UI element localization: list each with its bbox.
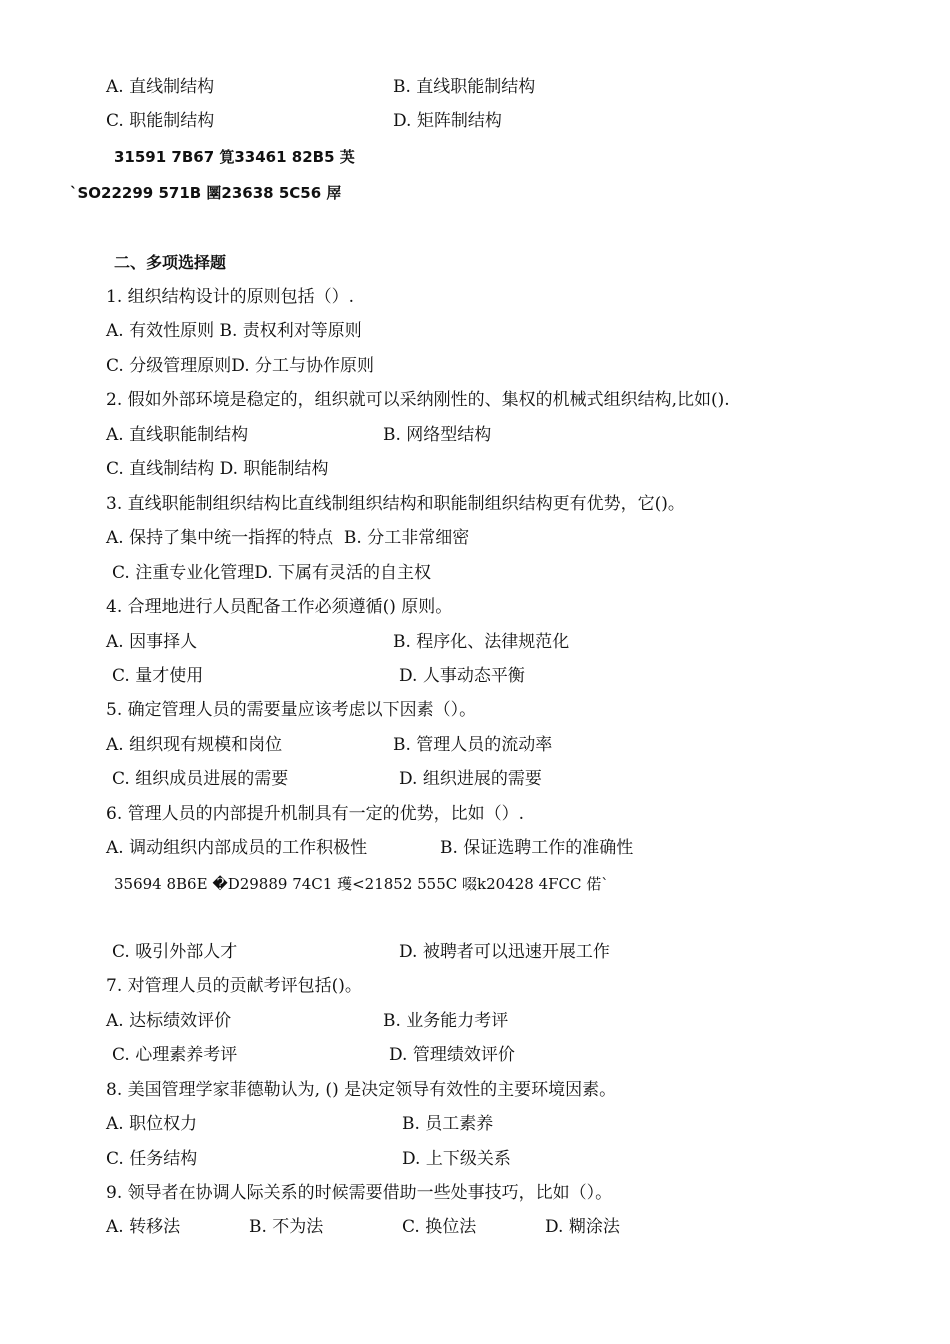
- q5-option-c: C. 组织成员进展的需要: [112, 769, 289, 789]
- q3-options-ab: A. 保持了集中统一指挥的特点 B. 分工非常细密: [106, 528, 470, 548]
- q5-option-d: D. 组织进展的需要: [399, 769, 542, 789]
- q8-option-b: B. 员工素养: [402, 1114, 494, 1134]
- q7-option-c: C. 心理素养考评: [112, 1045, 238, 1065]
- q8-option-d: D. 上下级关系: [402, 1149, 511, 1169]
- option-c: C. 职能制结构: [106, 111, 215, 131]
- q2-option-b: B. 网络型结构: [383, 425, 492, 445]
- q1-options-cd: C. 分级管理原则D. 分工与协作原则: [106, 356, 375, 376]
- option-d: D. 矩阵制结构: [393, 111, 502, 131]
- q6-option-a: A. 调动组织内部成员的工作积极性: [106, 838, 368, 858]
- q7-option-a: A. 达标绩效评价: [106, 1011, 232, 1031]
- question-5: 5. 确定管理人员的需要量应该考虑以下因素（）。: [106, 700, 477, 720]
- q8-option-a: A. 职位权力: [106, 1114, 198, 1134]
- option-b: B. 直线职能制结构: [393, 77, 536, 97]
- question-2: 2. 假如外部环境是稳定的，组织就可以采纳刚性的、集权的机械式组织结构,比如().: [106, 390, 730, 410]
- question-8: 8. 美国管理学家菲德勒认为, () 是决定领导有效性的主要环境因素。: [106, 1080, 617, 1100]
- q4-option-b: B. 程序化、法律规范化: [393, 632, 570, 652]
- q8-option-c: C. 任务结构: [106, 1149, 198, 1169]
- question-3: 3. 直线职能制组织结构比直线制组织结构和职能制组织结构更有优势，它()。: [106, 494, 685, 514]
- q3-options-cd: C. 注重专业化管理D. 下属有灵活的自主权: [112, 563, 432, 583]
- q7-option-b: B. 业务能力考评: [383, 1011, 509, 1031]
- q4-option-c: C. 量才使用: [112, 666, 204, 686]
- section-title: 二、多项选择题: [114, 253, 227, 272]
- question-9: 9. 领导者在协调人际关系的时候需要借助一些处事技巧，比如（）。: [106, 1183, 613, 1203]
- question-1: 1. 组织结构设计的原则包括（）.: [106, 287, 355, 307]
- q5-option-a: A. 组织现有规模和岗位: [106, 735, 283, 755]
- q4-option-d: D. 人事动态平衡: [399, 666, 525, 686]
- q5-option-b: B. 管理人员的流动率: [393, 735, 553, 755]
- noise-text: 35694 8B6E �D29889 74C1 瓁<21852 555C 啜k20428 4FCC 偌`: [114, 875, 609, 893]
- option-a: A. 直线制结构: [106, 77, 215, 97]
- q2-option-a: A. 直线职能制结构: [106, 425, 249, 445]
- q2-options-cd: C. 直线制结构 D. 职能制结构: [106, 459, 329, 479]
- q6-option-c: C. 吸引外部人才: [112, 942, 238, 962]
- question-7: 7. 对管理人员的贡献考评包括()。: [106, 976, 362, 996]
- noise-text: `SO22299 571B 圛23638 5C56 屖: [70, 184, 342, 202]
- q6-option-d: D. 被聘者可以迅速开展工作: [399, 942, 610, 962]
- q9-option-b: B. 不为法: [249, 1217, 324, 1237]
- question-6: 6. 管理人员的内部提升机制具有一定的优势，比如（）.: [106, 804, 525, 824]
- q4-option-a: A. 因事择人: [106, 632, 198, 652]
- q9-option-a: A. 转移法: [106, 1217, 181, 1237]
- q9-option-d: D. 糊涂法: [545, 1217, 620, 1237]
- q1-options-ab: A. 有效性原则 B. 责权利对等原则: [106, 321, 362, 341]
- question-4: 4. 合理地进行人员配备工作必须遵循() 原则。: [106, 597, 453, 617]
- noise-text: 31591 7B67 筧33461 82B5 芵: [114, 148, 355, 166]
- q6-option-b: B. 保证选聘工作的准确性: [440, 838, 634, 858]
- q7-option-d: D. 管理绩效评价: [389, 1045, 515, 1065]
- q9-option-c: C. 换位法: [402, 1217, 477, 1237]
